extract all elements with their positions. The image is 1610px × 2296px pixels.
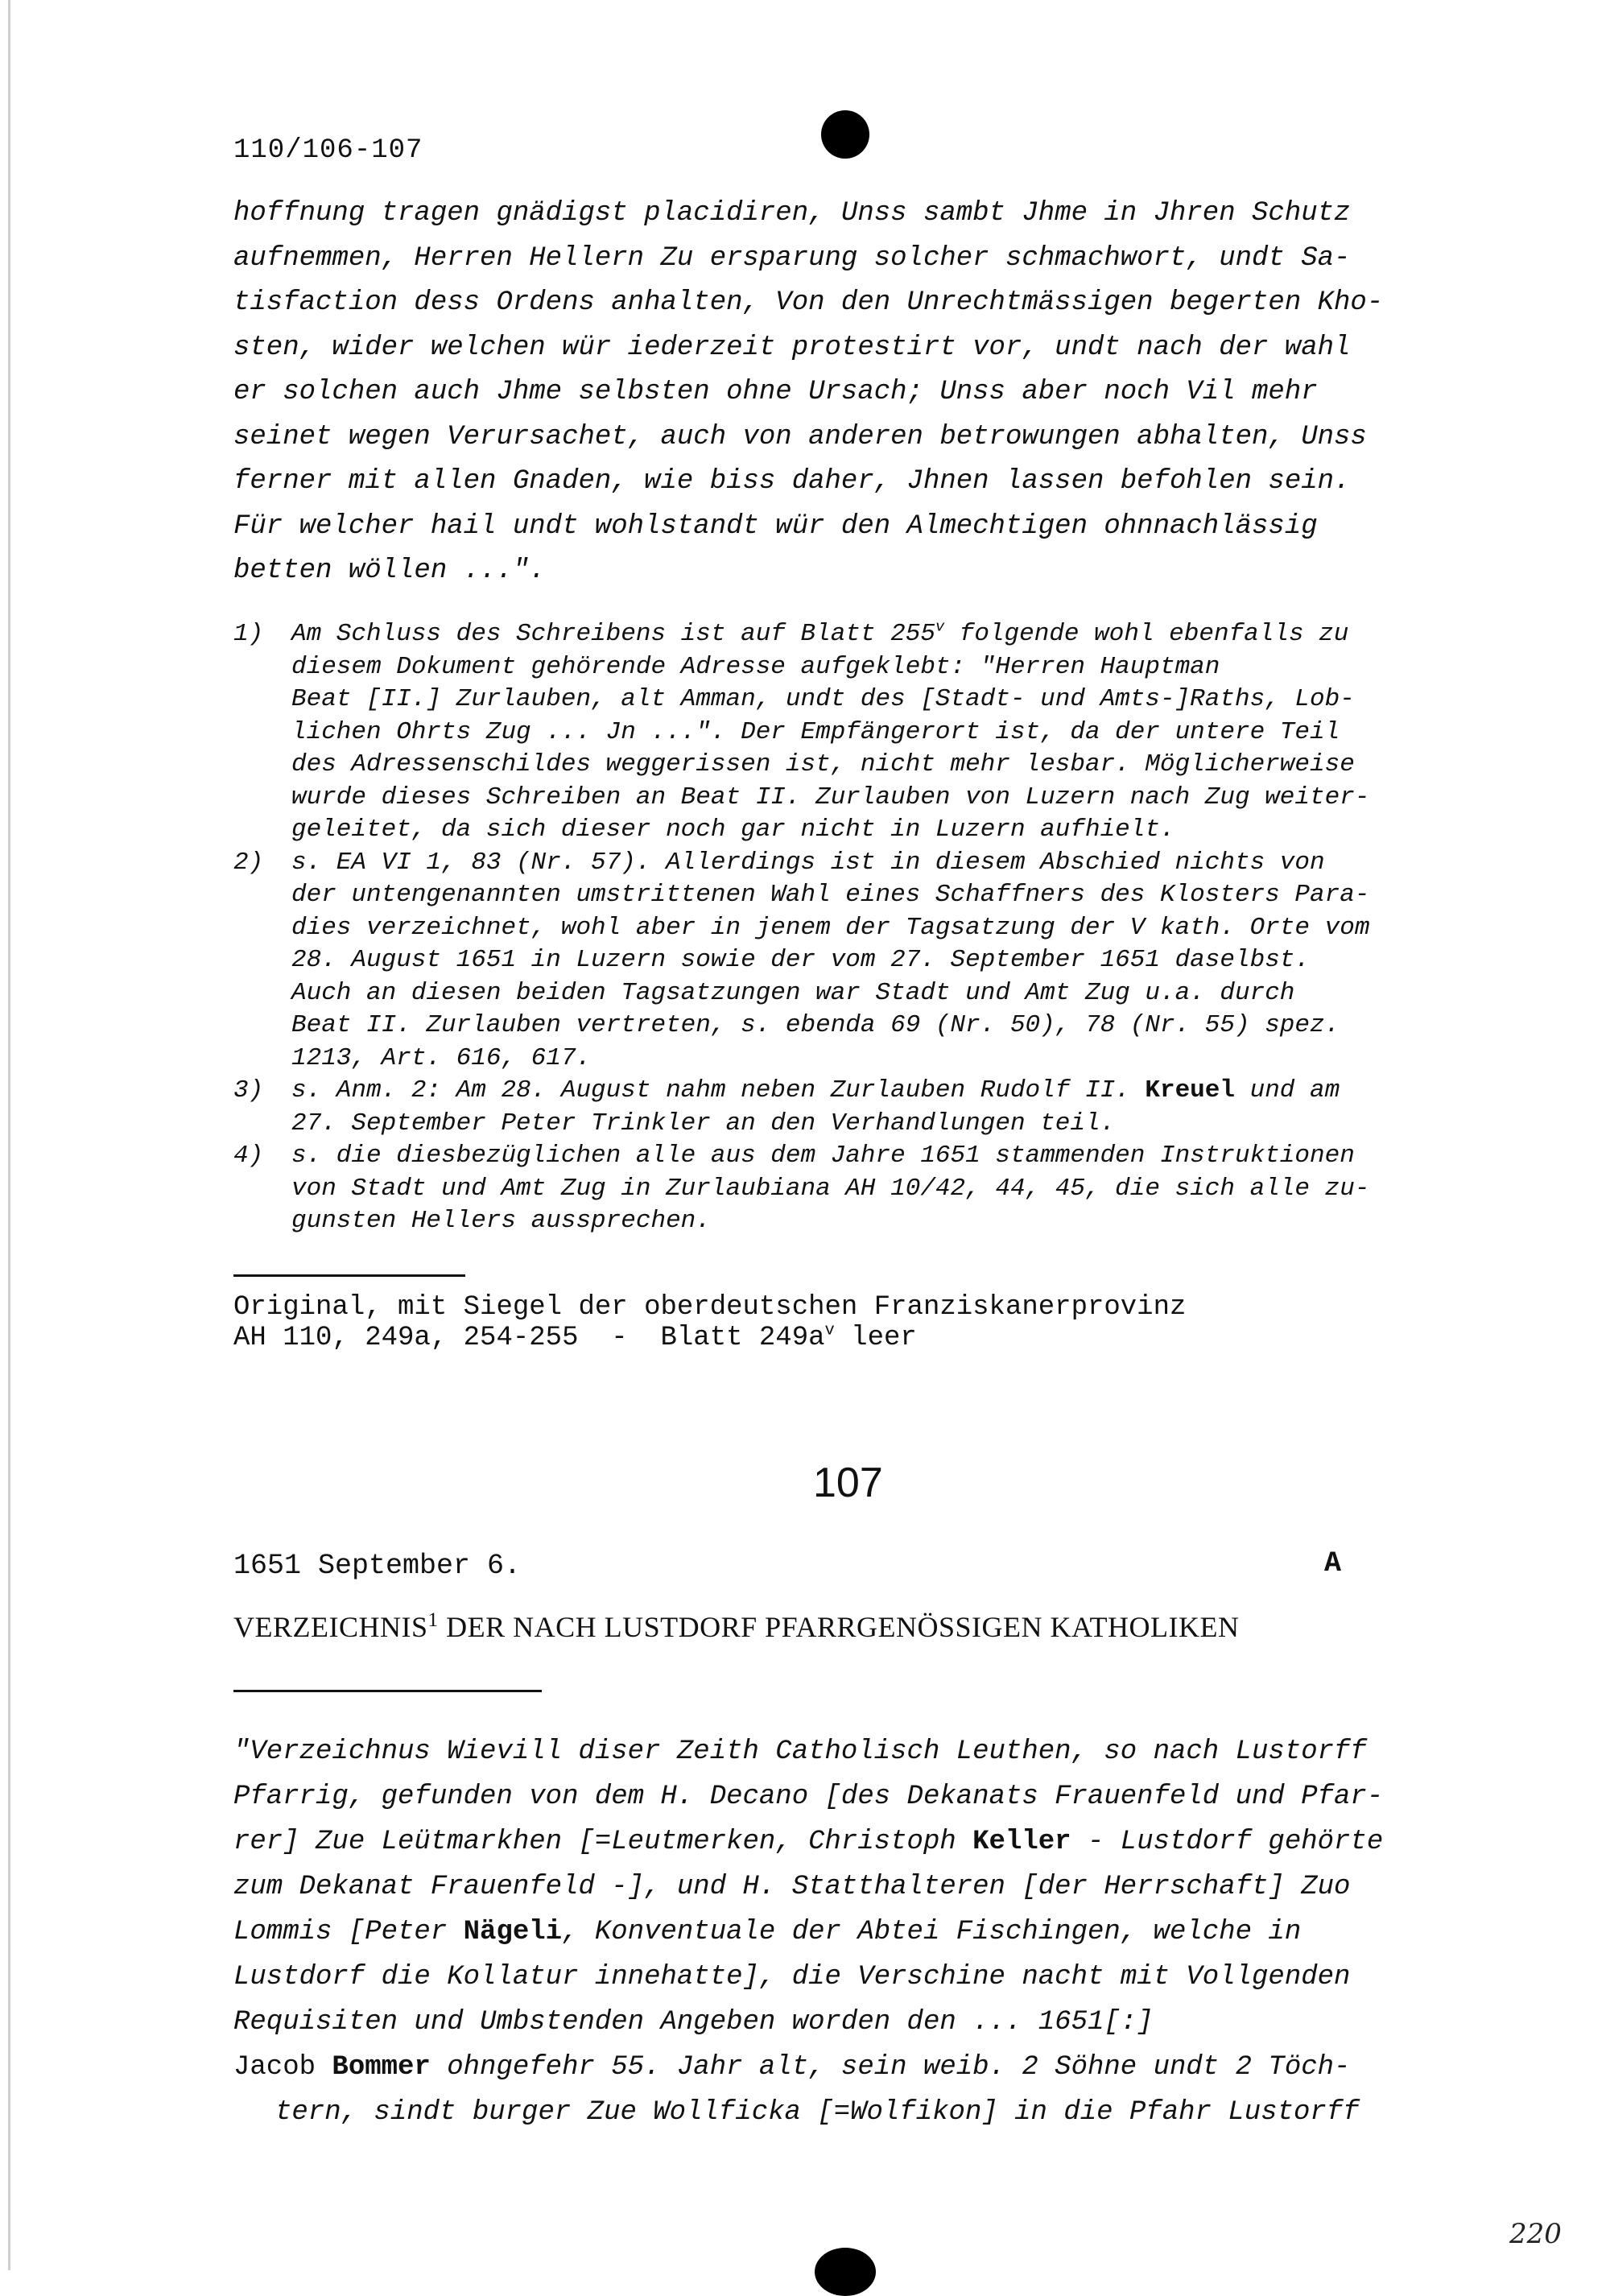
text-line: tisfaction dess Ordens anhalten, Von den Unrechtmässigen begerten Kho- [233, 287, 1384, 318]
text-line: seinet wegen Verursachet, auch von anderen betrowungen abhalten, Unss [233, 421, 1367, 452]
footnote-number: 4) [233, 1142, 264, 1170]
footnote-number: 3) [233, 1076, 264, 1105]
text-line: sten, wider welchen wür iederzeit protestirt vor, undt nach der wahl [233, 332, 1351, 363]
source-note [233, 1292, 1186, 1353]
separator-rule [233, 1274, 465, 1277]
text-line: rer] Zue Leütmarkhen [=Leutmerken, Christoph Keller - Lustdorf gehörte [233, 1827, 1384, 1857]
document-number: 107 [813, 1460, 883, 1506]
footnote-number: 1) [233, 620, 264, 648]
text-line: hoffnung tragen gnädigst placidiren, Unss sambt Jhme in Jhren Schutz [233, 198, 1351, 229]
footnote [233, 847, 1465, 1076]
footnote-line: Auch an diesen beiden Tagsatzungen war Stadt und Amt Zug u.a. durch [291, 978, 1295, 1007]
footnote-line: 27. September Peter Trinkler an den Verhandlungen teil. [291, 1109, 1116, 1138]
handwritten-page-number: 220 [1509, 2218, 1562, 2250]
footnotes [233, 618, 1465, 1238]
text-line: "Verzeichnus Wievill diser Zeith Catholisch Leuthen, so nach Lustorff [233, 1736, 1367, 1767]
superscript: 1 [427, 1609, 439, 1631]
text-line: zum Dekanat Frauenfeld -], und H. Statthalteren [der Herrschaft] Zuo [233, 1872, 1351, 1902]
footnote [233, 618, 1465, 847]
footnote-line: s. die diesbezüglichen alle aus dem Jahre 1651 stammenden Instruktionen [291, 1142, 1355, 1170]
text-line: Lommis [Peter Nägeli, Konventuale der Abtei Fischingen, welche in [233, 1917, 1302, 1947]
superscript: v [824, 1321, 835, 1340]
footnote-line: Beat II. Zurlauben vertreten, s. ebenda 69 (Nr. 50), 78 (Nr. 55) spez. [291, 1011, 1340, 1039]
footnote-line: 28. August 1651 in Luzern sowie der vom 27. September 1651 daselbst. [291, 946, 1311, 974]
footnote-body [291, 1140, 1369, 1238]
name-bold: Keller [972, 1827, 1071, 1857]
text-line: tern, sindt burger Zue Wollficka [=Wolfikon] in die Pfahr Lustorff [275, 2097, 1360, 2128]
text-line: Requisiten und Umbstenden Angeben worden den ... 1651[:] [233, 2007, 1154, 2038]
superscript: v [935, 618, 945, 636]
letter-ending [233, 192, 1465, 594]
footnote-line: des Adressenschildes weggerissen ist, nicht mehr lesbar. Möglicherweise [291, 750, 1355, 778]
text-line: betten wöllen ...". [233, 555, 546, 586]
text-line: Für welcher hail undt wohlstandt wür den Almechtigen ohnnachlässig [233, 510, 1318, 542]
footnote-line: dies verzeichnet, wohl aber in jenem der Tagsatzung der V kath. Orte vom [291, 913, 1370, 942]
footnote-number: 2) [233, 848, 264, 877]
footnote-line: diesem Dokument gehörende Adresse aufgeklebt: "Herren Hauptman [291, 652, 1220, 681]
footnote [233, 1075, 1465, 1140]
name-bold: Bommer [332, 2052, 431, 2083]
page-reference: 110/106-107 [233, 135, 423, 166]
footnote-line: wurde dieses Schreiben an Beat II. Zurlauben von Luzern nach Zug weiter- [291, 783, 1370, 811]
source-line: Original, mit Siegel der oberdeutschen Franziskanerprovinz [233, 1292, 1187, 1323]
name-bold: Nägeli [463, 1917, 563, 1947]
name-bold: Kreuel [1145, 1076, 1235, 1105]
footnote-line: 1213, Art. 616, 617. [291, 1043, 592, 1072]
footnote-line: der untengenannten umstrittenen Wahl eines Schaffners des Klosters Para- [291, 881, 1370, 909]
punch-hole [821, 110, 869, 159]
footnote-line: von Stadt und Amt Zug in Zurlaubiana AH 10/42, 44, 45, die sich alle zu- [291, 1174, 1370, 1203]
footnote-body [291, 1075, 1340, 1140]
text-line: Pfarrig, gefunden von dem H. Decano [des Dekanats Frauenfeld und Pfar- [233, 1782, 1384, 1812]
footnote-body [291, 847, 1369, 1076]
text-line: Jacob Bommer ohngefehr 55. Jahr alt, sein weib. 2 Söhne undt 2 Töch- [233, 2052, 1351, 2083]
footnote-line: Am Schluss des Schreibens ist auf Blatt 255$^v$ folgende wohl ebenfalls zu [291, 618, 1349, 648]
footnote-line: geleitet, da sich dieser noch gar nicht in Luzern aufhielt. [291, 816, 1175, 844]
footnote [233, 1140, 1465, 1238]
document-marker: A [1324, 1547, 1342, 1580]
scan-edge [8, 0, 10, 2270]
footnote-line: Beat [II.] Zurlauben, alt Amman, undt des [Stadt- und Amts-]Raths, Lob- [291, 685, 1355, 713]
document-text [233, 1729, 1465, 2135]
source-line: AH 110, 249a, 254-255 - Blatt $249a^v$ leer [233, 1321, 917, 1353]
text-line: aufnemmen, Herren Hellern Zu ersparung solcher schmachwort, undt Sa- [233, 242, 1351, 274]
footnote-line: s. Anm. 2: Am 28. August nahm neben Zurlauben Rudolf II. Kreuel und am [291, 1076, 1340, 1105]
document-date: 1651 September 6. [233, 1550, 522, 1582]
document-title: VERZEICHNIS$^1$ DER NACH LUSTDORF PFARRGENÖSSIGEN KATHOLIKEN [233, 1609, 1240, 1643]
footnote-body [291, 618, 1369, 847]
text-line: ferner mit allen Gnaden, wie biss daher, Jhnen lassen befohlen sein. [233, 466, 1351, 497]
footnote-line: s. EA VI 1, 83 (Nr. 57). Allerdings ist in diesem Abschied nichts von [291, 848, 1325, 877]
footnote-line: lichen Ohrts Zug ... Jn ...". Der Empfängerort ist, da der untere Teil [291, 717, 1340, 746]
footnote-line: gunsten Hellers aussprechen. [291, 1207, 711, 1235]
text-line: Lustdorf die Kollatur innehatte], die Verschine nacht mit Vollgenden [233, 1962, 1351, 1992]
punch-hole-bottom [815, 2248, 876, 2296]
separator-rule [233, 1690, 542, 1692]
text-line: er solchen auch Jhme selbsten ohne Ursach; Unss aber noch Vil mehr [233, 377, 1318, 407]
